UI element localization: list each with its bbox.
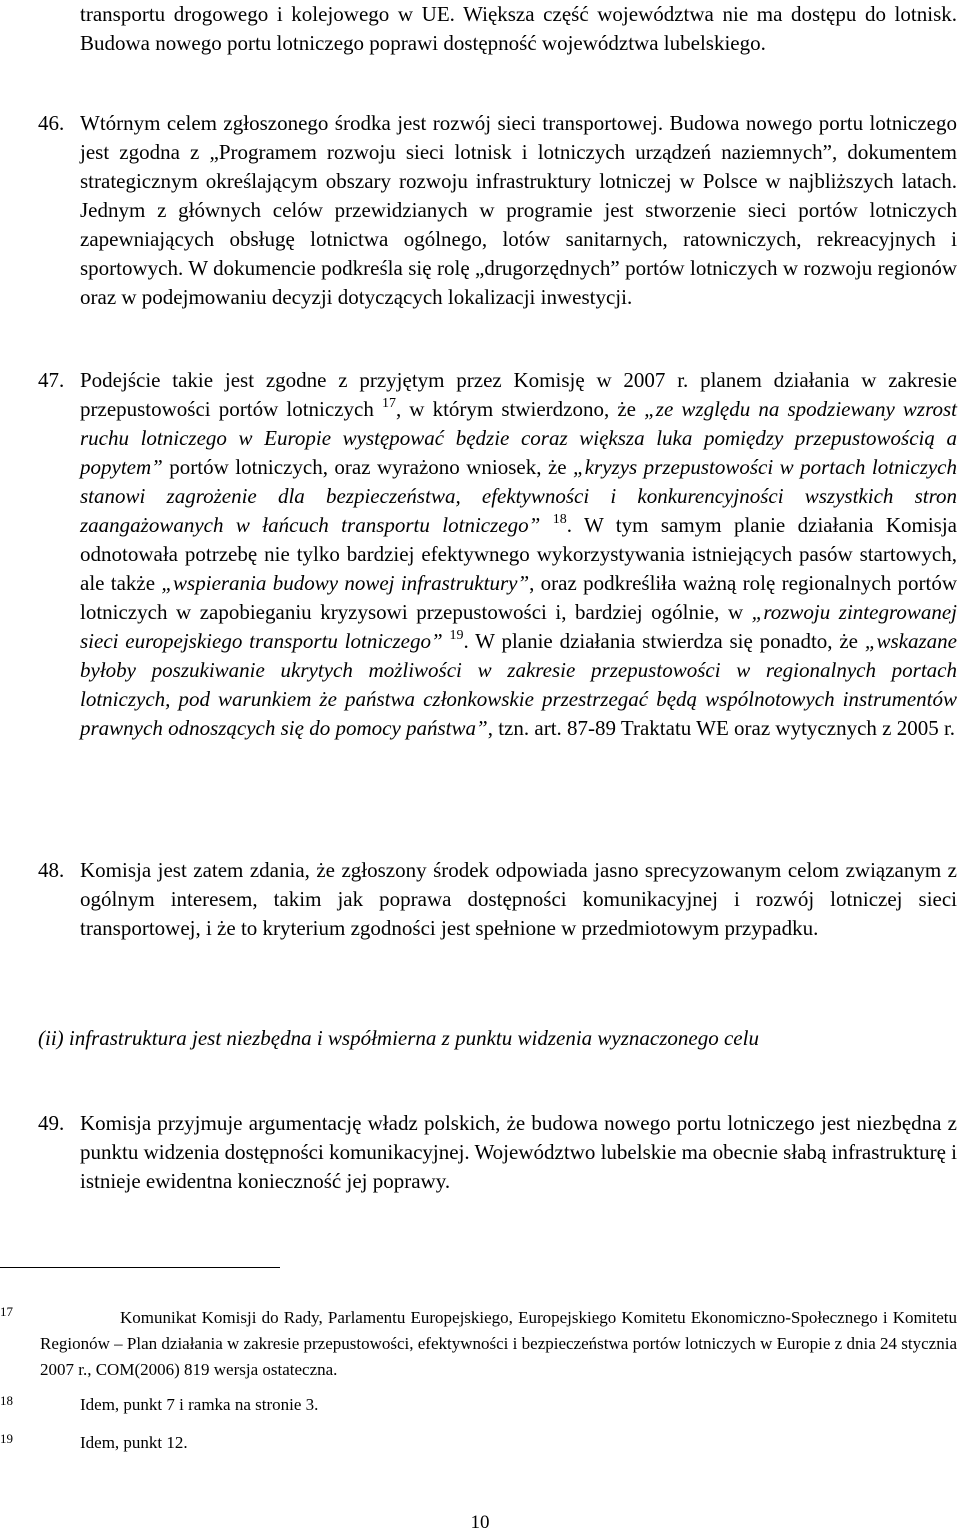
- continuation-text: transportu drogowego i kolejowego w UE. Większa część województwa nie ma dostępu do lotnisk. Budowa nowego portu lotniczego poprawi dostępność województwa lubelskiego.: [80, 2, 957, 55]
- footnote-ref-17[interactable]: 17: [381, 396, 396, 411]
- continuation-paragraph: [80, 0, 957, 58]
- paragraph-48: [80, 856, 957, 943]
- paragraph-47-text-2: , w którym stwierdzono, że: [395, 397, 645, 421]
- paragraph-46: [80, 109, 957, 312]
- quote-hidden-capacity: „wskazane byłoby poszukiwanie ukrytych możliwości w zakresie przepustowości w regionalnych portach lotniczych, pod warunkiem że państwa członkowskie przestrzegać będą wspólnotowych instrumentów prawnych odnoszących się do pomocy państwa”: [80, 629, 958, 740]
- footnote-19: [0, 1430, 957, 1456]
- footnote-17-text: Komunikat Komisji do Rady, Parlamentu Europejskiego, Europejskiego Komitetu Ekonomiczno-Społecznego i Komitetu Regionów – Plan działania w zakresie przepustowości, efektywności i bezpieczeństwa portów lotniczych w Europie z dnia 24 stycznia 2007 r., COM(2006) 819 wersja ostateczna.: [40, 1308, 957, 1379]
- paragraph-49-text: Komisja przyjmuje argumentację władz polskich, że budowa nowego portu lotniczego jest niezbędna z punktu widzenia dostępności komunikacyjnej. Województwo lubelskie ma obecnie słabą infrastrukturę i istnieje ewidentna konieczność jej poprawy.: [80, 1111, 957, 1193]
- footnote-18-text: Idem, punkt 7 i ramka na stronie 3.: [80, 1395, 319, 1414]
- paragraph-number-46: 46.: [38, 111, 65, 135]
- footnote-mark-18: 18: [0, 1393, 13, 1408]
- footnote-separator: [0, 1267, 280, 1268]
- paragraph-46-text: Wtórnym celem zgłoszonego środka jest rozwój sieci transportowej. Budowa nowego portu lotniczego jest zgodna z „Programem rozwoju sieci lotnisk i lotniczych urządzeń naziemnych”, dokumentem strategicznym określającym obszary rozwoju infrastruktury lotniczej w Polsce w najbliższych latach. Jednym z głównych celów przewidzianych w programie jest stworzenie sieci portów lotniczych zapewniających obsługę lotnictwa ogólnego, lotów sanitarnych, ratowniczych, rekreacyjnych i sportowych. W dokumencie podkreśla się rolę „drugorzędnych” portów lotniczych w rozwoju regionów oraz w podejmowaniu decyzji dotyczących lokalizacji inwestycji.: [80, 111, 957, 309]
- paragraph-47-text-5: , oraz podkreśliła ważną rolę regionalnych portów lotniczych w zapobieganiu kryzysowi przepustowości i, bardziej ogólnie, w: [80, 571, 957, 624]
- footnote-17: [0, 1305, 957, 1383]
- quote-integrated-network: „rozwoju zintegrowanej sieci europejskiego transportu lotniczego”: [80, 600, 957, 653]
- footnote-ref-18[interactable]: 18: [552, 512, 567, 527]
- footnote-mark-19: 19: [0, 1431, 13, 1446]
- paragraph-48-text: Komisja jest zatem zdania, że zgłoszony środek odpowiada jasno sprecyzowanym celom związanym z ogólnym interesem, takim jak poprawa dostępności komunikacyjnej i rozwój lotniczej sieci transportowej, i że to kryterium zgodności jest spełnione w przedmiotowym przypadku.: [80, 858, 957, 940]
- footnote-ref-19[interactable]: 19: [449, 628, 464, 643]
- quote-new-infrastructure: „wspierania budowy nowej infrastruktury”: [161, 571, 530, 595]
- paragraph-47-text-3: portów lotniczych, oraz wyrażono wniosek, że: [162, 455, 574, 479]
- paragraph-49: [80, 1109, 957, 1196]
- footnote-mark-17: 17: [0, 1304, 13, 1319]
- section-heading: (ii) infrastruktura jest niezbędna i współmierna z punktu widzenia wyznaczonego celu: [38, 1026, 759, 1050]
- paragraph-47-text-7: , tzn. art. 87-89 Traktatu WE oraz wytycznych z 2005 r.: [487, 716, 956, 740]
- footnote-18: [0, 1392, 957, 1418]
- paragraph-number-48: 48.: [38, 858, 65, 882]
- footnote-19-text: Idem, punkt 12.: [80, 1433, 188, 1452]
- quote-capacity-crisis: „kryzys przepustowości w portach lotniczych stanowi zagrożenie dla bezpieczeństwa, efektywności i konkurencyjności wszystkich stron zaangażowanych w łańcuch transportu lotniczego”: [80, 455, 958, 537]
- quote-traffic-growth: „ze względu na spodziewany wzrost ruchu lotniczego w Europie występować będzie coraz większa luka pomiędzy przepustowością a popytem”: [80, 397, 957, 479]
- paragraph-47: [80, 366, 957, 743]
- page-number: 10: [470, 1512, 490, 1533]
- paragraph-number-49: 49.: [38, 1111, 65, 1135]
- paragraph-47-text-6: . W planie działania stwierdza się ponadto, że: [463, 629, 865, 653]
- paragraph-47-text-4: . W tym samym planie działania Komisja odnotowała potrzebę nie tylko bardziej efektywnego wykorzystywania istniejących pasów startowych, ale także: [80, 513, 958, 595]
- paragraph-47-text-1: Podejście takie jest zgodne z przyjętym przez Komisję w 2007 r. planem działania w zakresie przepustowości portów lotniczych: [80, 368, 957, 421]
- paragraph-number-47: 47.: [38, 368, 65, 392]
